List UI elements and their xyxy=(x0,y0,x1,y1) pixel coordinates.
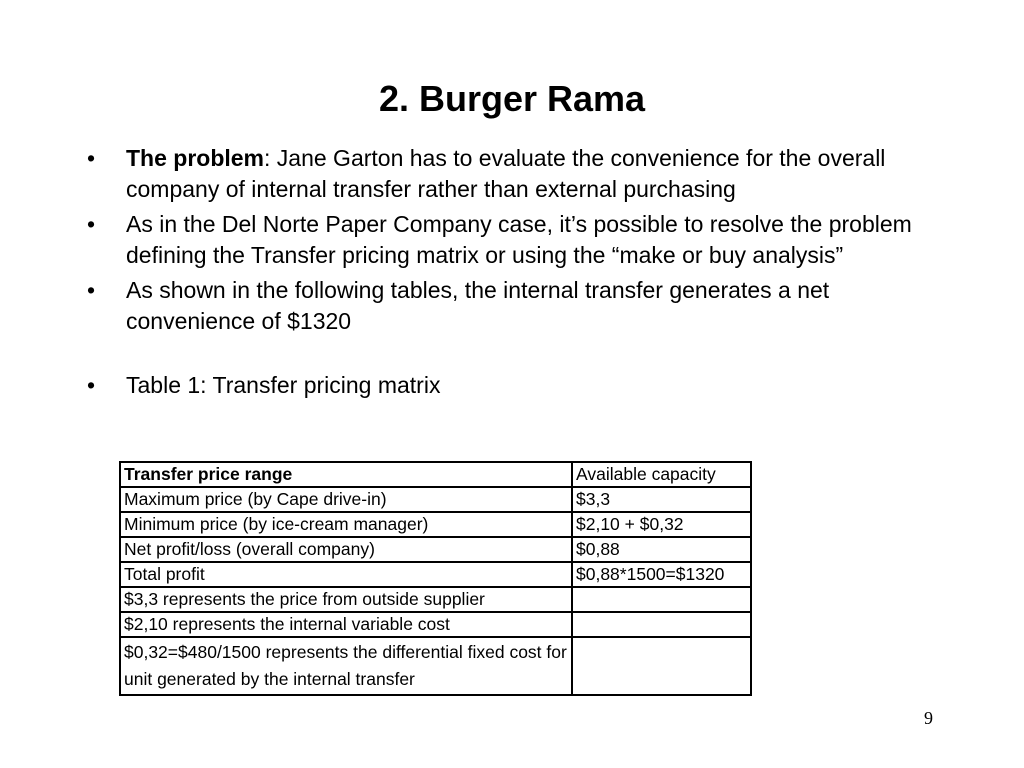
table-row xyxy=(120,587,751,612)
table-cell: $0,32=$480/1500 represents the differential fixed cost for unit generated by the internal transfer xyxy=(120,637,572,695)
table-cell xyxy=(572,612,751,637)
table-header-cell: Available capacity xyxy=(572,462,751,487)
table-row xyxy=(120,612,751,637)
transfer-pricing-table xyxy=(119,461,752,696)
table-cell: $0,88 xyxy=(572,537,751,562)
table-cell: $2,10 represents the internal variable cost xyxy=(120,612,572,637)
table-cell xyxy=(572,587,751,612)
bullet-method xyxy=(80,209,950,271)
table-cell: $3,3 xyxy=(572,487,751,512)
table-cell: $2,10 + $0,32 xyxy=(572,512,751,537)
table-row xyxy=(120,637,751,695)
bullet-marker: • xyxy=(87,211,96,237)
bullet-text: As shown in the following tables, the internal transfer generates a net convenience of $1320 xyxy=(126,277,830,334)
table-cell: Net profit/loss (overall company) xyxy=(120,537,572,562)
bullet-list xyxy=(80,143,950,401)
bullet-text: Table 1: Transfer pricing matrix xyxy=(126,372,441,398)
table-cell: $3,3 represents the price from outside supplier xyxy=(120,587,572,612)
table-row xyxy=(120,487,751,512)
bullet-text: As in the Del Norte Paper Company case, it’s possible to resolve the problem defining the Transfer pricing matrix or using the “make or buy analysis” xyxy=(126,211,912,268)
bullet-marker: • xyxy=(87,372,96,398)
table-row xyxy=(120,562,751,587)
bullet-text: : Jane Garton has to evaluate the convenience for the overall company of internal transfer rather than external purchasing xyxy=(126,145,886,202)
table-row xyxy=(120,537,751,562)
table-cell: $0,88*1500=$1320 xyxy=(572,562,751,587)
bullet-marker: • xyxy=(87,145,96,171)
page-number: 9 xyxy=(924,708,933,728)
table-header-row xyxy=(120,462,751,487)
table-cell: Maximum price (by Cape drive-in) xyxy=(120,487,572,512)
table-cell: Total profit xyxy=(120,562,572,587)
bullet-problem xyxy=(80,143,950,205)
bullet-table-caption xyxy=(80,370,950,401)
slide-title: 2. Burger Rama xyxy=(378,78,646,119)
bullet-label: The problem xyxy=(126,145,265,171)
table-header-cell: Transfer price range xyxy=(120,462,572,487)
table-cell: Minimum price (by ice-cream manager) xyxy=(120,512,572,537)
table-cell xyxy=(572,637,751,695)
table-row xyxy=(120,512,751,537)
bullet-marker: • xyxy=(87,277,96,303)
bullet-result xyxy=(80,275,950,337)
